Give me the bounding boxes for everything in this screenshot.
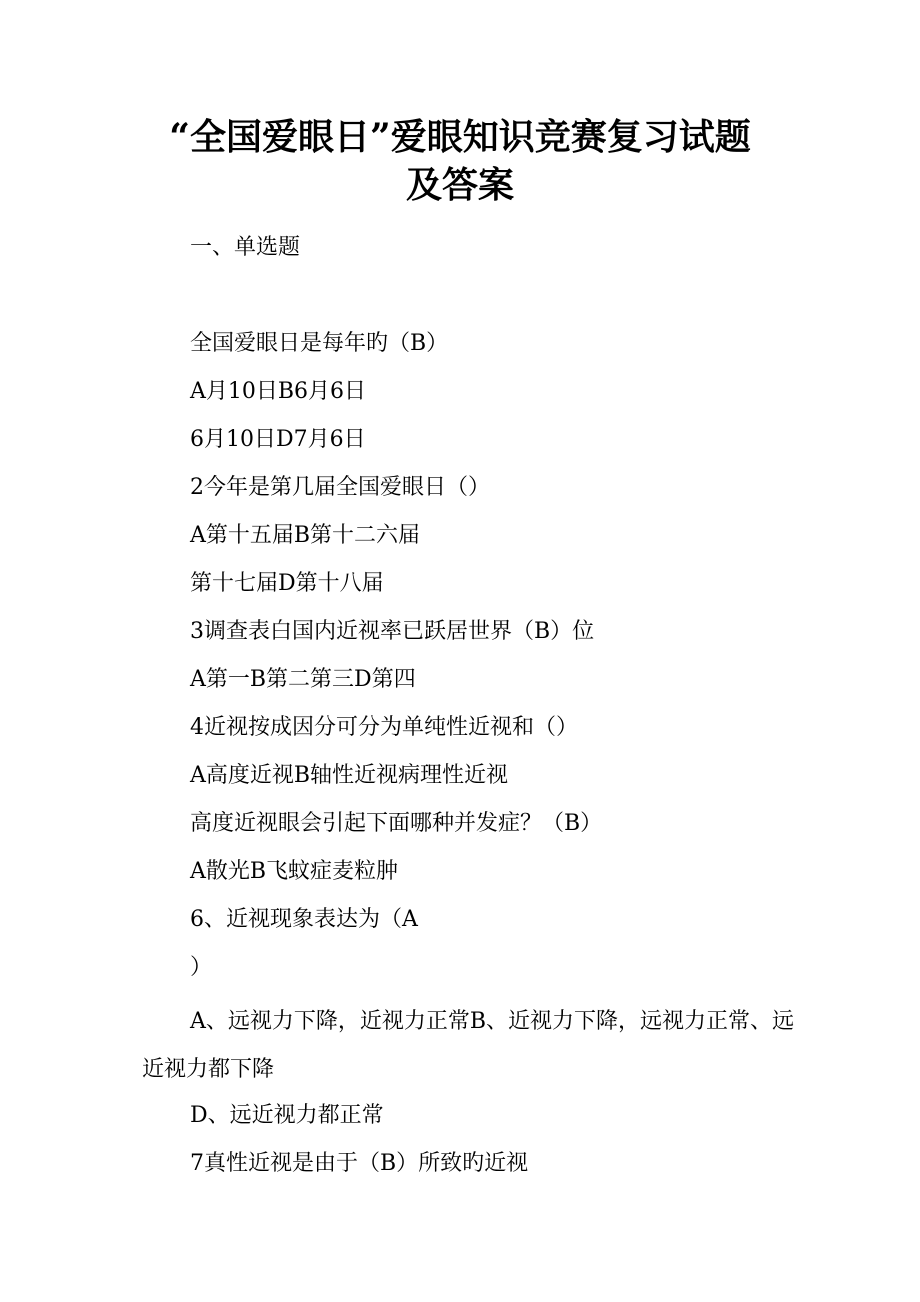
question-4: 4近视按成因分可分为单纯性近视和（） <box>190 715 578 740</box>
section-heading: 一、单选题 <box>190 235 301 260</box>
document-title-line-1: “全国爱眼日”爱眼知识竞赛复习试题 <box>169 116 751 158</box>
q2-options-ab: A第十五届B第十二六届 <box>190 523 421 548</box>
q3-options: A第一B第二第三D第四 <box>190 667 416 692</box>
question-7: 7真性近视是由于（B）所致旳近视 <box>190 1151 529 1176</box>
document-title-line-2: 及答案 <box>405 164 514 206</box>
question-6: 6、近视现象表达为（A <box>190 907 418 932</box>
question-6-close: ） <box>190 955 213 980</box>
q6-option-d: D、远近视力都正常 <box>190 1103 384 1128</box>
question-3: 3调查表白国内近视率已跃居世界（B）位 <box>190 619 595 644</box>
q6-options-paragraph: A、远视力下降，近视力正常B、近视力下降，远视力正常、远近视力都下降 <box>142 1009 795 1082</box>
q5-options: A散光B飞蚊症麦粒肿 <box>190 859 399 884</box>
q1-options-cd: 6月10日D7月6日 <box>190 427 366 452</box>
question-5: 高度近视眼会引起下面哪种并发症？（B） <box>190 811 603 836</box>
q4-options: A高度近视B轴性近视病理性近视 <box>190 763 509 788</box>
question-2: 2今年是第几届全国爱眼日（） <box>190 475 490 500</box>
question-1: 全国爱眼日是每年旳（B） <box>190 331 449 356</box>
q2-options-cd: 第十七届D第十八届 <box>190 571 384 596</box>
q1-options-ab: A月10日B6月6日 <box>190 379 367 404</box>
